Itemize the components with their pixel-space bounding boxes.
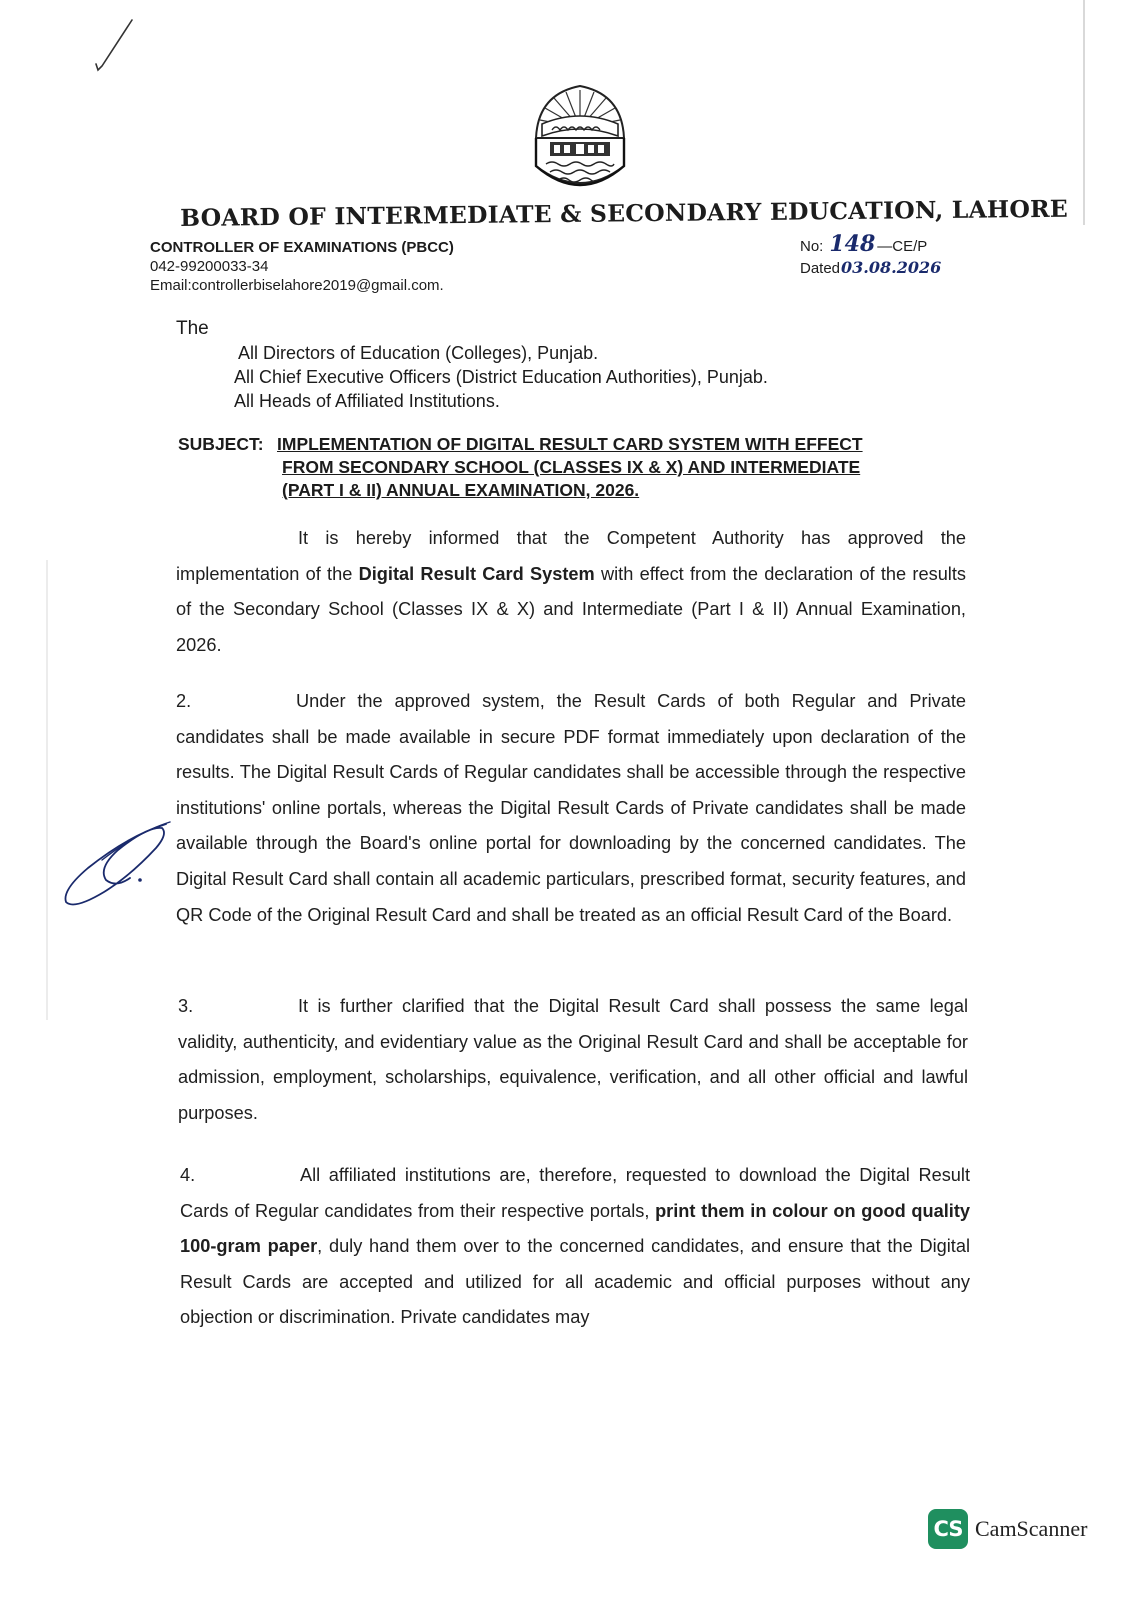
- handwritten-tick-mark: [92, 16, 142, 76]
- paragraph-3: [178, 989, 968, 1131]
- subject-line: FROM SECONDARY SCHOOL (CLASSES IX & X) AND INTERMEDIATE: [282, 457, 861, 477]
- camscanner-watermark: [928, 1507, 1087, 1551]
- reference-suffix: —CE/P: [877, 238, 928, 255]
- page-edge: [1083, 0, 1085, 225]
- camscanner-logo-icon: CS: [928, 1509, 968, 1549]
- recipient-item: All Directors of Education (Colleges), Punjab.: [238, 343, 599, 363]
- handwritten-signature: [58, 818, 178, 910]
- paragraph-text: with effect from the declaration of the results of the Secondary School (Classes IX & X) and Intermediate (Part I & II) Annual Examination, 2026.: [176, 563, 966, 655]
- paragraph-text: All affiliated institutions are, therefore, requested to download the Digital Result Cards of Regular candidates from their respective portals,: [180, 1165, 970, 1221]
- paragraph-number: 3.: [178, 996, 194, 1016]
- paragraph-2: [176, 684, 966, 933]
- salutation: The: [176, 318, 209, 339]
- dated-line: [800, 257, 941, 279]
- board-title: BOARD OF INTERMEDIATE & SECONDARY EDUCATION, LAHORE: [180, 194, 1069, 232]
- subject-label: SUBJECT:: [178, 434, 264, 454]
- paragraph-emphasis: Digital Result Card System: [358, 563, 595, 584]
- subject-line: (PART I & II) ANNUAL EXAMINATION, 2026.: [282, 480, 640, 500]
- dated-value: 03.08.2026: [841, 258, 942, 277]
- board-emblem-logo: [528, 80, 632, 206]
- paragraph-text: Under the approved system, the Result Cards of both Regular and Private candidates shall be made available in secure PDF format immediately upon declaration of the results. The Digital Result Cards of Regular candidates shall be accessible through the respective institutions' online portals, whereas the Digital Result Cards of Private candidates shall be made available through the Board's online portal for downloading by the concerned candidates. The Digital Result Card shall contain all academic particulars, prescribed format, security features, and QR Code of the Original Result Card and shall be treated as an official Result Card of the Board.: [176, 691, 966, 925]
- reference-block: [800, 231, 942, 279]
- office-name: CONTROLLER OF EXAMINATIONS (PBCC): [150, 239, 454, 256]
- subject-line: IMPLEMENTATION OF DIGITAL RESULT CARD SYSTEM WITH EFFECT: [277, 434, 863, 454]
- reference-number-handwritten: 148: [829, 231, 876, 257]
- page-edge: [46, 560, 48, 1020]
- paragraph-4: [180, 1158, 970, 1336]
- paragraph-number: 2.: [176, 691, 192, 711]
- paragraph-1: [176, 521, 966, 663]
- dated-label: Dated: [800, 260, 841, 277]
- reference-label: No:: [800, 238, 824, 255]
- recipient-list: [234, 341, 768, 413]
- paragraph-number: 4.: [180, 1165, 196, 1185]
- recipient-item: All Heads of Affiliated Institutions.: [234, 391, 500, 411]
- recipient-item: All Chief Executive Officers (District Education Authorities), Punjab.: [234, 367, 768, 387]
- camscanner-label: CamScanner: [975, 1516, 1088, 1541]
- paragraph-emphasis: print them in colour on good quality 100-gram paper: [180, 1200, 970, 1257]
- paragraph-text: It is further clarified that the Digital Result Card shall possess the same legal validity, authenticity, and evidentiary value as the Original Result Card and shall be acceptable for admission, employment, scholarships, equivalence, verification, and all other official and lawful purposes.: [178, 996, 968, 1123]
- office-phone: 042-99200033-34: [150, 258, 269, 275]
- office-contact-block: [150, 238, 454, 295]
- office-email: Email:controllerbiselahore2019@gmail.com.: [150, 277, 444, 294]
- paragraph-text: It is hereby informed that the Competent Authority has approved the implementation of the: [176, 528, 966, 584]
- paragraph-text: , duly hand them over to the concerned candidates, and ensure that the Digital Result Cards are accepted and utilized for all academic and official purposes without any objection or discrimination. Private candidates may: [180, 1236, 970, 1328]
- reference-number-line: [800, 231, 941, 257]
